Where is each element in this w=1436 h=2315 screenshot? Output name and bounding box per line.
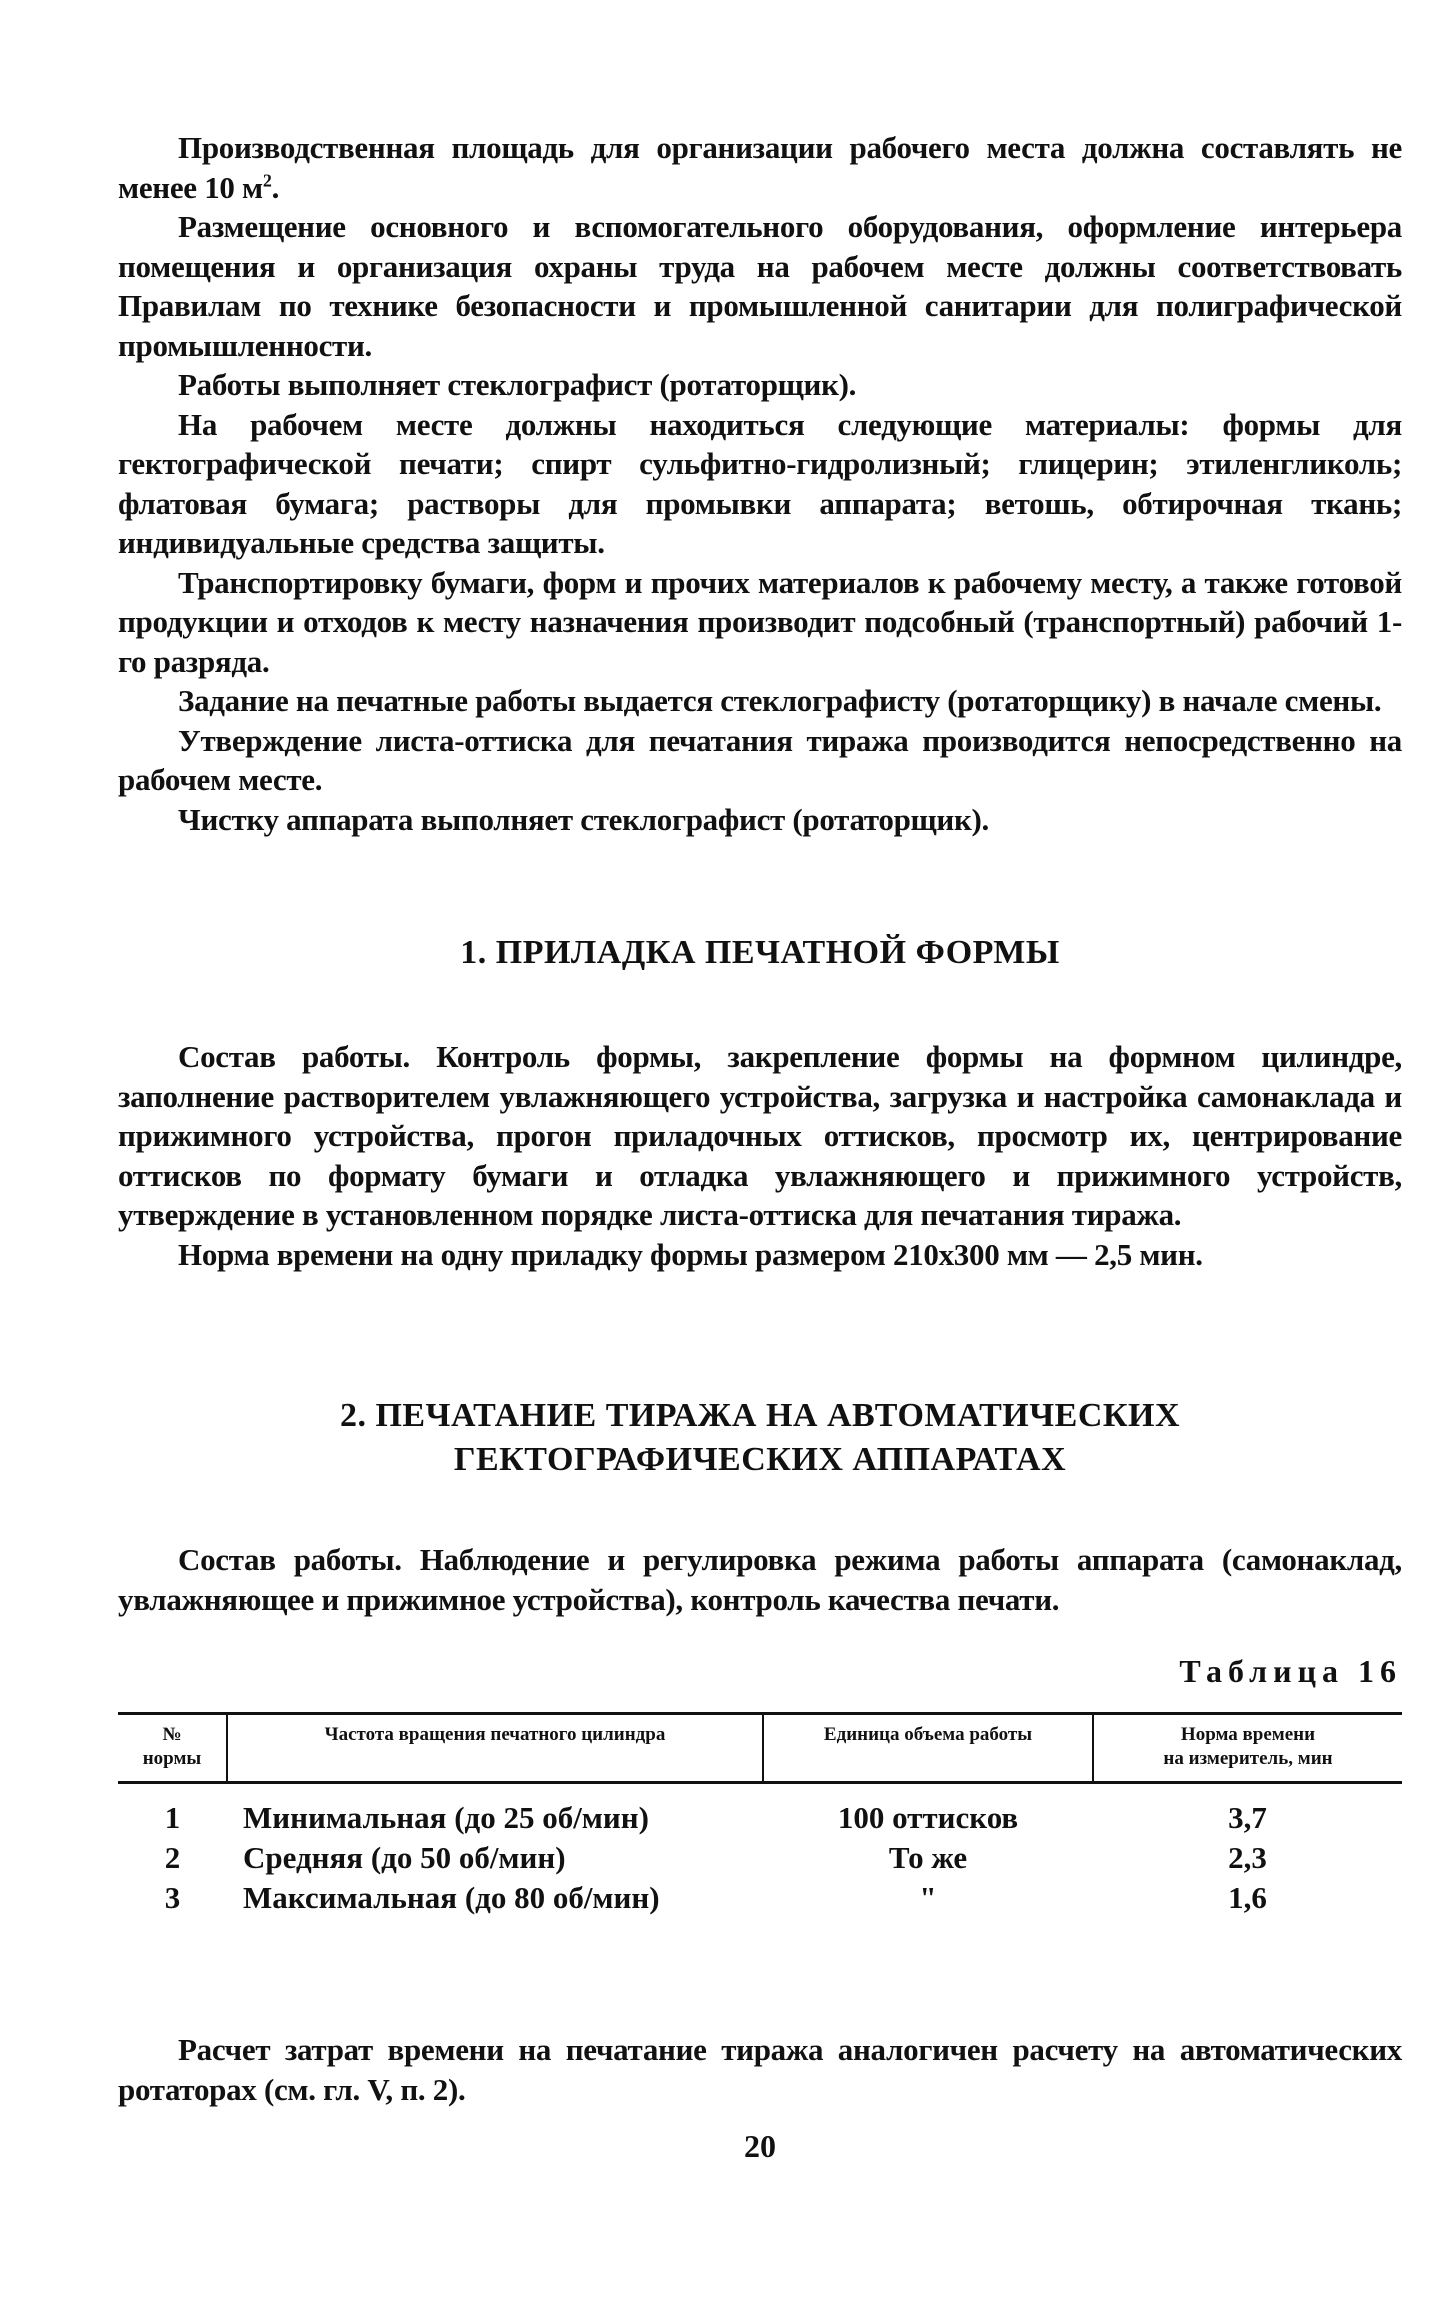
paragraph-worker: Работы выполняет стеклографист (ротаторщик). (178, 367, 857, 402)
paragraph-placement: Размещение основного и вспомогательного оборудования, оформление интерьера помещения и организация охраны труда на рабочем месте должны соответствовать Правилам по технике безопасности и промышленной санитарии для полиграфической промышленности. (118, 209, 1402, 363)
composition-text: Наблюдение и регулировка режима работы аппарата (самонаклад, увлажняющее и прижимное устройства), контроль качества печати. (118, 1542, 1402, 1617)
table-row (118, 1798, 1402, 1838)
page-number: 20 (744, 2128, 776, 2164)
header-norm-line1: Норма времени (1180, 1724, 1316, 1745)
table-caption: Таблица 16 (1179, 1653, 1402, 1689)
row-num: 3 (164, 1880, 181, 1915)
section-1-norm: Норма времени на одну приладку формы размером 210х300 мм — 2,5 мин. (178, 1236, 1203, 1272)
norms-table (118, 1712, 1402, 1918)
row-num: 2 (164, 1840, 181, 1875)
row-freq: Средняя (до 50 об/мин) (243, 1840, 566, 1875)
row-norm: 3,7 (1228, 1800, 1267, 1835)
paragraph-transport: Транспортировку бумаги, форм и прочих материалов к рабочему месту, а также готовой продукции и отходов к месту назначения производит подсобный (транспортный) рабочий 1-го разряда. (118, 564, 1402, 679)
paragraph-task: Задание на печатные работы выдается стеклографисту (ротаторщику) в начале смены. (178, 683, 1382, 718)
header-norm-line2: на измеритель, мин (1163, 1748, 1333, 1769)
table-row (118, 1838, 1402, 1878)
section-2-composition (118, 1540, 1402, 1619)
paragraph-area-text: Производственная площадь для организации рабочего места должна составлять не менее 10 м (118, 130, 1402, 205)
paragraph-materials: На рабочем месте должны находиться следующие материалы: формы для гектографической печати; спирт сульфитно-гидролизный; глицерин; этиленгликоль; флатовая бумага; растворы для промывки аппарата; ветошь, обтирочная ткань; индивидуальные средства защиты. (118, 406, 1402, 560)
section-1-composition (118, 1037, 1402, 1235)
section-2-heading-line1: 2. ПЕЧАТАНИЕ ТИРАЖА НА АВТОМАТИЧЕСКИХ (339, 1397, 1181, 1434)
section-2 (118, 1394, 1402, 1619)
row-freq: Максимальная (до 80 об/мин) (243, 1880, 660, 1915)
header-num (118, 1714, 227, 1783)
paragraph-area (118, 128, 1402, 207)
row-num: 1 (164, 1800, 181, 1835)
section-2-heading-line2: ГЕКТОГРАФИЧЕСКИХ АППАРАТАХ (453, 1441, 1067, 1478)
header-freq: Частота вращения печатного цилиндра (227, 1714, 763, 1783)
row-unit: 100 оттисков (837, 1800, 1019, 1835)
superscript: 2 (262, 170, 272, 191)
header-unit: Единица объема работы (763, 1714, 1093, 1783)
paragraph-area-end: . (271, 169, 280, 205)
composition-text: Контроль формы, закрепление формы на формном цилиндре, заполнение растворителем увлажняющего устройства, загрузка и настройка самонаклада и прижимного устройства, прогон приладочных оттисков, просмотр их, центрирование оттисков по формату бумаги и отладка увлажняющего и прижимного устройств, утверждение в установленном порядке листа-оттиска для печатания тиража. (118, 1039, 1403, 1232)
row-unit: " (919, 1880, 937, 1915)
section-2-heading (118, 1394, 1402, 1482)
row-norm: 1,6 (1228, 1880, 1267, 1915)
row-norm: 2,3 (1228, 1840, 1267, 1875)
composition-label: Состав работы. (178, 1039, 410, 1074)
composition-label: Состав работы. (178, 1542, 402, 1577)
table-row (118, 1878, 1402, 1918)
document-page (118, 128, 1403, 2164)
header-num-line2: нормы (142, 1748, 202, 1769)
intro-section (118, 128, 1402, 839)
row-unit: То же (888, 1840, 968, 1875)
header-num-line1: № (162, 1724, 182, 1745)
paragraph-cleaning: Чистку аппарата выполняет стеклографист (ротаторщик). (178, 801, 989, 837)
row-freq: Минимальная (до 25 об/мин) (243, 1800, 649, 1835)
table-header-row (118, 1714, 1402, 1783)
closing-paragraph: Расчет затрат времени на печатание тиража аналогичен расчету на автоматических ротаторах (см. гл. V, п. 2). (118, 2032, 1402, 2107)
table-16-block (118, 1653, 1402, 1918)
section-1-heading: 1. ПРИЛАДКА ПЕЧАТНОЙ ФОРМЫ (460, 934, 1060, 971)
header-norm (1093, 1714, 1402, 1783)
paragraph-approval: Утверждение листа-оттиска для печатания тиража производится непосредственно на рабочем месте. (118, 722, 1402, 797)
section-1 (118, 931, 1402, 1274)
